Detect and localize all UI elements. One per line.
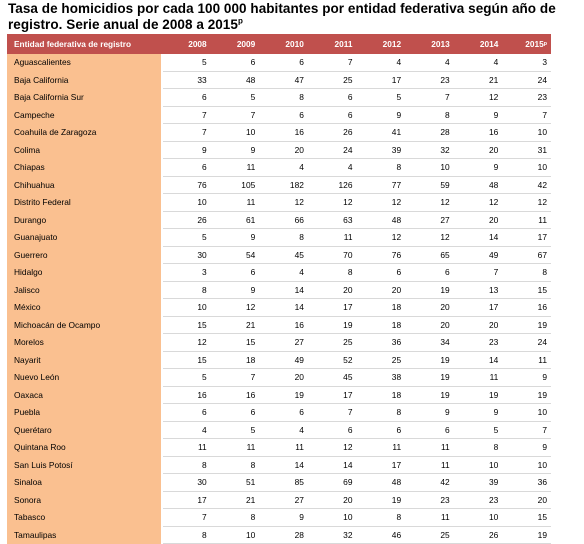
rate-cell: 45: [308, 369, 357, 387]
rate-cell: 15: [502, 281, 551, 299]
rate-cell: 9: [405, 404, 454, 422]
state-name-cell: Querétaro: [7, 421, 162, 439]
rate-cell: 45: [259, 246, 308, 264]
rate-cell: 8: [259, 89, 308, 107]
rate-cell: 19: [502, 526, 551, 544]
rate-cell: 7: [211, 369, 260, 387]
rate-cell: 9: [211, 229, 260, 247]
state-name-cell: Nuevo León: [7, 369, 162, 387]
rate-cell: 21: [211, 316, 260, 334]
column-header-year: 2014: [454, 34, 503, 54]
state-name-cell: Baja California: [7, 71, 162, 89]
state-name-cell: Jalisco: [7, 281, 162, 299]
rate-cell: 76: [357, 246, 406, 264]
rate-cell: 19: [405, 369, 454, 387]
rate-cell: 77: [357, 176, 406, 194]
rate-cell: 27: [405, 211, 454, 229]
rate-cell: 8: [162, 456, 211, 474]
rate-cell: 27: [259, 491, 308, 509]
rate-cell: 32: [405, 141, 454, 159]
table-row: [7, 404, 551, 422]
column-header-year: 2011: [308, 34, 357, 54]
rate-cell: 12: [308, 194, 357, 212]
rate-cell: 14: [259, 456, 308, 474]
rate-cell: 30: [162, 246, 211, 264]
rate-cell: 6: [162, 404, 211, 422]
table-row: [7, 106, 551, 124]
table-header: [7, 34, 551, 54]
rate-cell: 11: [502, 211, 551, 229]
table-row: [7, 264, 551, 282]
rate-cell: 13: [454, 281, 503, 299]
rate-cell: 12: [357, 229, 406, 247]
rate-cell: 21: [211, 491, 260, 509]
title-superscript: p: [237, 16, 243, 26]
rate-cell: 28: [405, 124, 454, 142]
rate-cell: 6: [308, 106, 357, 124]
rate-cell: 19: [259, 386, 308, 404]
rate-cell: 5: [454, 421, 503, 439]
rate-cell: 19: [502, 316, 551, 334]
rate-cell: 8: [357, 509, 406, 527]
rate-cell: 7: [162, 124, 211, 142]
table-row: [7, 526, 551, 544]
rate-cell: 9: [502, 439, 551, 457]
rate-cell: 11: [454, 369, 503, 387]
rate-cell: 15: [162, 351, 211, 369]
table-row: [7, 281, 551, 299]
rate-cell: 12: [405, 229, 454, 247]
rate-cell: 6: [357, 264, 406, 282]
table-row: [7, 386, 551, 404]
rate-cell: 9: [211, 141, 260, 159]
rate-cell: 4: [357, 54, 406, 71]
rate-cell: 105: [211, 176, 260, 194]
rate-cell: 11: [211, 194, 260, 212]
rate-cell: 17: [357, 456, 406, 474]
rate-cell: 9: [454, 106, 503, 124]
rate-cell: 24: [502, 334, 551, 352]
rate-cell: 7: [162, 106, 211, 124]
rate-cell: 8: [211, 456, 260, 474]
rate-cell: 16: [211, 386, 260, 404]
rate-cell: 15: [211, 334, 260, 352]
rate-cell: 20: [259, 369, 308, 387]
state-name-cell: Durango: [7, 211, 162, 229]
column-header-year: 2013: [405, 34, 454, 54]
table-row: [7, 509, 551, 527]
rate-cell: 7: [162, 509, 211, 527]
rate-cell: 11: [308, 229, 357, 247]
rate-cell: 42: [502, 176, 551, 194]
table-row: [7, 439, 551, 457]
rate-cell: 14: [259, 281, 308, 299]
rate-cell: 16: [259, 124, 308, 142]
rate-cell: 12: [454, 194, 503, 212]
rate-cell: 10: [211, 526, 260, 544]
rate-cell: 11: [162, 439, 211, 457]
state-name-cell: Distrito Federal: [7, 194, 162, 212]
table-row: [7, 176, 551, 194]
rate-cell: 11: [405, 456, 454, 474]
table-row: [7, 71, 551, 89]
rate-cell: 11: [259, 439, 308, 457]
rate-cell: 25: [308, 71, 357, 89]
rate-cell: 27: [259, 334, 308, 352]
rate-cell: 7: [405, 89, 454, 107]
rate-cell: 14: [259, 299, 308, 317]
rate-cell: 66: [259, 211, 308, 229]
rate-cell: 10: [211, 124, 260, 142]
table-body: [7, 54, 551, 544]
rate-cell: 42: [405, 474, 454, 492]
table-title: [8, 1, 582, 33]
rate-cell: 18: [357, 316, 406, 334]
rate-cell: 10: [502, 456, 551, 474]
rate-cell: 5: [211, 89, 260, 107]
state-name-cell: Sonora: [7, 491, 162, 509]
table-row: [7, 334, 551, 352]
rate-cell: 48: [357, 474, 406, 492]
state-name-cell: Guerrero: [7, 246, 162, 264]
rate-cell: 48: [454, 176, 503, 194]
rate-cell: 5: [357, 89, 406, 107]
table-row: [7, 141, 551, 159]
rate-cell: 31: [502, 141, 551, 159]
rate-cell: 36: [357, 334, 406, 352]
rate-cell: 19: [405, 386, 454, 404]
rate-cell: 9: [502, 369, 551, 387]
table-row: [7, 89, 551, 107]
rate-cell: 48: [211, 71, 260, 89]
rate-cell: 24: [502, 71, 551, 89]
rate-cell: 19: [502, 386, 551, 404]
rate-cell: 5: [162, 229, 211, 247]
rate-cell: 6: [259, 106, 308, 124]
column-header-state: Entidad federativa de registro: [7, 34, 162, 54]
rate-cell: 25: [308, 334, 357, 352]
rate-cell: 9: [211, 281, 260, 299]
rate-cell: 4: [308, 159, 357, 177]
rate-cell: 6: [211, 54, 260, 71]
rate-cell: 70: [308, 246, 357, 264]
rate-cell: 4: [259, 421, 308, 439]
table-row: [7, 299, 551, 317]
rate-cell: 21: [454, 71, 503, 89]
table-row: [7, 229, 551, 247]
rate-cell: 20: [454, 141, 503, 159]
column-header-year: 2010: [259, 34, 308, 54]
rate-cell: 7: [454, 264, 503, 282]
rate-cell: 4: [162, 421, 211, 439]
table-row: [7, 159, 551, 177]
rate-cell: 20: [308, 491, 357, 509]
state-name-cell: Sinaloa: [7, 474, 162, 492]
rate-cell: 23: [502, 89, 551, 107]
rate-cell: 8: [162, 526, 211, 544]
rate-cell: 9: [454, 404, 503, 422]
rate-cell: 36: [502, 474, 551, 492]
state-name-cell: Tamaulipas: [7, 526, 162, 544]
rate-cell: 12: [454, 89, 503, 107]
rate-cell: 30: [162, 474, 211, 492]
rate-cell: 10: [502, 404, 551, 422]
rate-cell: 182: [259, 176, 308, 194]
rate-cell: 9: [454, 159, 503, 177]
title-text: Tasa de homicidios por cada 100 000 habitantes por entidad federativa según año de registro. Serie anual de 2008 a 2015: [8, 1, 556, 32]
rate-cell: 6: [259, 54, 308, 71]
rate-cell: 9: [162, 141, 211, 159]
rate-cell: 7: [308, 404, 357, 422]
state-name-cell: Aguascalientes: [7, 54, 162, 71]
rate-cell: 9: [259, 509, 308, 527]
rate-cell: 6: [308, 421, 357, 439]
header-row: [7, 34, 551, 54]
table-row: [7, 194, 551, 212]
rate-cell: 12: [162, 334, 211, 352]
rate-cell: 26: [454, 526, 503, 544]
rate-cell: 6: [405, 421, 454, 439]
rate-cell: 8: [502, 264, 551, 282]
rate-cell: 10: [502, 124, 551, 142]
rate-cell: 34: [405, 334, 454, 352]
rate-cell: 25: [357, 351, 406, 369]
rate-cell: 12: [211, 299, 260, 317]
state-name-cell: Oaxaca: [7, 386, 162, 404]
rate-cell: 8: [308, 264, 357, 282]
rate-cell: 6: [211, 264, 260, 282]
rate-cell: 20: [454, 316, 503, 334]
rate-cell: 59: [405, 176, 454, 194]
rate-cell: 5: [162, 54, 211, 71]
rate-cell: 67: [502, 246, 551, 264]
rate-cell: 5: [162, 369, 211, 387]
rate-cell: 14: [454, 229, 503, 247]
rate-cell: 10: [405, 159, 454, 177]
rate-cell: 16: [502, 299, 551, 317]
rate-cell: 17: [454, 299, 503, 317]
state-name-cell: Chihuahua: [7, 176, 162, 194]
table-row: [7, 474, 551, 492]
state-name-cell: Campeche: [7, 106, 162, 124]
rate-cell: 63: [308, 211, 357, 229]
rate-cell: 6: [211, 404, 260, 422]
rate-cell: 12: [357, 194, 406, 212]
rate-cell: 51: [211, 474, 260, 492]
column-header-year: 2012: [357, 34, 406, 54]
rate-cell: 10: [502, 159, 551, 177]
rate-cell: 3: [502, 54, 551, 71]
rate-cell: 3: [162, 264, 211, 282]
rate-cell: 25: [405, 526, 454, 544]
rate-cell: 14: [454, 351, 503, 369]
table-row: [7, 316, 551, 334]
state-name-cell: Michoacán de Ocampo: [7, 316, 162, 334]
rate-cell: 6: [162, 159, 211, 177]
rate-cell: 39: [357, 141, 406, 159]
state-name-cell: Hidalgo: [7, 264, 162, 282]
rate-cell: 8: [211, 509, 260, 527]
table-row: [7, 54, 551, 71]
rate-cell: 85: [259, 474, 308, 492]
rate-cell: 20: [405, 299, 454, 317]
column-header-year: 2009: [211, 34, 260, 54]
rate-cell: 20: [405, 316, 454, 334]
rate-cell: 18: [357, 386, 406, 404]
rate-cell: 7: [211, 106, 260, 124]
state-name-cell: Chiapas: [7, 159, 162, 177]
rate-cell: 7: [308, 54, 357, 71]
state-name-cell: Tabasco: [7, 509, 162, 527]
rate-cell: 33: [162, 71, 211, 89]
rate-cell: 17: [308, 386, 357, 404]
rate-cell: 6: [308, 89, 357, 107]
rate-cell: 11: [405, 439, 454, 457]
table-row: [7, 456, 551, 474]
rate-cell: 6: [162, 89, 211, 107]
state-name-cell: Coahuila de Zaragoza: [7, 124, 162, 142]
rate-cell: 7: [502, 421, 551, 439]
homicide-rate-table: [7, 34, 551, 544]
rate-cell: 26: [308, 124, 357, 142]
rate-cell: 19: [405, 351, 454, 369]
state-name-cell: Morelos: [7, 334, 162, 352]
rate-cell: 10: [308, 509, 357, 527]
rate-cell: 65: [405, 246, 454, 264]
rate-cell: 17: [308, 299, 357, 317]
rate-cell: 4: [454, 54, 503, 71]
rate-cell: 12: [308, 439, 357, 457]
rate-cell: 19: [357, 491, 406, 509]
rate-cell: 12: [259, 194, 308, 212]
rate-cell: 61: [211, 211, 260, 229]
rate-cell: 4: [405, 54, 454, 71]
rate-cell: 7: [502, 106, 551, 124]
rate-cell: 49: [454, 246, 503, 264]
state-name-cell: San Luis Potosí: [7, 456, 162, 474]
rate-cell: 32: [308, 526, 357, 544]
table-row: [7, 491, 551, 509]
rate-cell: 76: [162, 176, 211, 194]
rate-cell: 8: [162, 281, 211, 299]
rate-cell: 28: [259, 526, 308, 544]
state-name-cell: Nayarit: [7, 351, 162, 369]
table-row: [7, 421, 551, 439]
rate-cell: 11: [405, 509, 454, 527]
state-name-cell: Baja California Sur: [7, 89, 162, 107]
rate-cell: 49: [259, 351, 308, 369]
rate-cell: 4: [259, 264, 308, 282]
rate-cell: 20: [502, 491, 551, 509]
rate-cell: 126: [308, 176, 357, 194]
rate-cell: 12: [405, 194, 454, 212]
rate-cell: 11: [211, 159, 260, 177]
rate-cell: 16: [162, 386, 211, 404]
rate-cell: 23: [405, 71, 454, 89]
rate-cell: 20: [454, 211, 503, 229]
rate-cell: 10: [454, 456, 503, 474]
rate-cell: 17: [502, 229, 551, 247]
rate-cell: 20: [308, 281, 357, 299]
rate-cell: 26: [162, 211, 211, 229]
rate-cell: 23: [405, 491, 454, 509]
rate-cell: 16: [259, 316, 308, 334]
rate-cell: 54: [211, 246, 260, 264]
rate-cell: 12: [502, 194, 551, 212]
rate-cell: 6: [259, 404, 308, 422]
state-name-cell: México: [7, 299, 162, 317]
rate-cell: 5: [211, 421, 260, 439]
table-row: [7, 369, 551, 387]
column-header-year: 2015ᵖ: [502, 34, 551, 54]
state-name-cell: Colima: [7, 141, 162, 159]
rate-cell: 24: [308, 141, 357, 159]
rate-cell: 19: [405, 281, 454, 299]
rate-cell: 23: [454, 334, 503, 352]
rate-cell: 47: [259, 71, 308, 89]
table-row: [7, 246, 551, 264]
rate-cell: 20: [357, 281, 406, 299]
rate-cell: 8: [259, 229, 308, 247]
table-row: [7, 351, 551, 369]
rate-cell: 6: [405, 264, 454, 282]
rate-cell: 8: [454, 439, 503, 457]
rate-cell: 15: [162, 316, 211, 334]
rate-cell: 11: [357, 439, 406, 457]
rate-cell: 52: [308, 351, 357, 369]
rate-cell: 20: [259, 141, 308, 159]
rate-cell: 23: [454, 491, 503, 509]
rate-cell: 8: [357, 404, 406, 422]
rate-cell: 16: [454, 124, 503, 142]
rate-cell: 69: [308, 474, 357, 492]
rate-cell: 10: [162, 194, 211, 212]
rate-cell: 11: [211, 439, 260, 457]
rate-cell: 18: [357, 299, 406, 317]
rate-cell: 17: [162, 491, 211, 509]
rate-cell: 10: [162, 299, 211, 317]
rate-cell: 17: [357, 71, 406, 89]
rate-cell: 18: [211, 351, 260, 369]
column-header-year: 2008: [162, 34, 211, 54]
rate-cell: 15: [502, 509, 551, 527]
table-row: [7, 211, 551, 229]
state-name-cell: Quintana Roo: [7, 439, 162, 457]
rate-cell: 14: [308, 456, 357, 474]
rate-cell: 41: [357, 124, 406, 142]
rate-cell: 19: [308, 316, 357, 334]
rate-cell: 8: [357, 159, 406, 177]
rate-cell: 9: [357, 106, 406, 124]
state-name-cell: Guanajuato: [7, 229, 162, 247]
rate-cell: 48: [357, 211, 406, 229]
rate-cell: 11: [502, 351, 551, 369]
rate-cell: 4: [259, 159, 308, 177]
rate-cell: 46: [357, 526, 406, 544]
rate-cell: 8: [405, 106, 454, 124]
rate-cell: 38: [357, 369, 406, 387]
table-row: [7, 124, 551, 142]
rate-cell: 10: [454, 509, 503, 527]
rate-cell: 39: [454, 474, 503, 492]
rate-cell: 6: [357, 421, 406, 439]
rate-cell: 19: [454, 386, 503, 404]
state-name-cell: Puebla: [7, 404, 162, 422]
